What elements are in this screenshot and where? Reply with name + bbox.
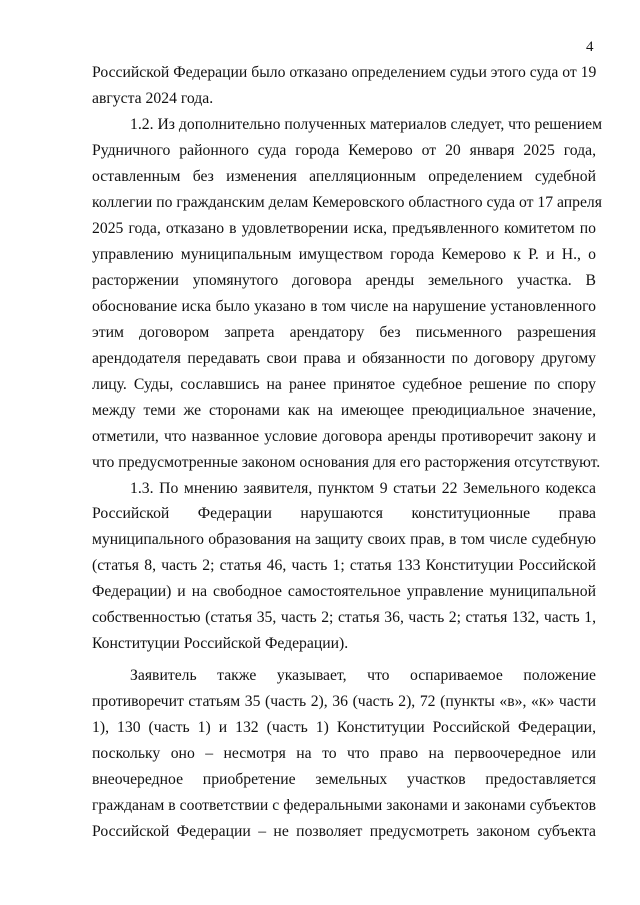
text-line: Рудничного районного суда города Кемерово от 20 января 2025 года, [92, 141, 596, 159]
text-line: Федерации) и на свободное самостоятельное управление муниципальной [92, 583, 596, 601]
text-line: оставленным без изменения апелляционным определением судебной [92, 167, 596, 185]
text-line: собственностью (статья 35, часть 2; статья 36, часть 2; статья 132, часть 1, [92, 609, 596, 627]
text-line: этим договором запрета арендатору без письменного разрешения [92, 323, 596, 341]
text-line: (статья 8, часть 2; статья 46, часть 1; статья 133 Конституции Российской [92, 557, 596, 575]
text-line: арендодателя передавать свои права и обязанности по договору другому [92, 349, 596, 367]
paragraph [92, 476, 596, 658]
text-line: противоречит статьям 35 (часть 2), 36 (часть 2), 72 (пункты «в», «к» части [92, 693, 596, 711]
text-line: 2025 года, отказано в удовлетворении иска, предъявленного комитетом по [92, 219, 596, 237]
paragraph [92, 112, 603, 476]
text-line: Российской Федерации – не позволяет предусмотреть законом субъекта [92, 823, 596, 841]
text-line: 1.3. По мнению заявителя, пунктом 9 статьи 22 Земельного кодекса [130, 479, 596, 497]
text-line: расторжении упомянутого договора аренды земельного участка. В [92, 271, 596, 289]
text-line: управлению муниципальным имуществом города Кемерово к Р. и Н., о [92, 245, 596, 263]
paragraph [92, 663, 596, 845]
text-line: коллегии по гражданским делам Кемеровского областного суда от 17 апреля [92, 193, 602, 211]
text-line: августа 2024 года. [92, 89, 214, 107]
text-line: поскольку оно – несмотря на то что право на первоочередное или [92, 745, 596, 763]
text-line: что предусмотренные законом основания для его расторжения отсутствуют. [92, 453, 601, 471]
text-line: 1.2. Из дополнительно полученных материалов следует, что решением [130, 115, 603, 133]
paragraph [92, 60, 596, 112]
text-line: Заявитель также указывает, что оспариваемое положение [130, 667, 596, 685]
document-body [92, 60, 603, 845]
text-line: внеочередное приобретение земельных участков предоставляется [92, 771, 596, 789]
text-line: Российской Федерации нарушаются конституционные права [92, 505, 596, 523]
text-line: между теми же сторонами как на имеющее преюдициальное значение, [92, 401, 596, 419]
text-line: Конституции Российской Федерации). [92, 635, 349, 653]
text-line: 1), 130 (часть 1) и 132 (часть 1) Конституции Российской Федерации, [92, 719, 596, 737]
text-line: гражданам в соответствии с федеральными законами и законами субъектов [92, 797, 596, 815]
text-line: муниципального образования на защиту своих прав, в том числе судебную [92, 531, 596, 549]
page-number: 4 [586, 39, 594, 55]
text-line: обоснование иска было указано в том числе на нарушение установленного [92, 297, 596, 315]
text-line: отметили, что названное условие договора аренды противоречит закону и [92, 427, 596, 445]
text-line: лицу. Суды, сославшись на ранее принятое судебное решение по спору [92, 375, 596, 393]
text-line: Российской Федерации было отказано определением судьи этого суда от 19 [92, 64, 597, 81]
